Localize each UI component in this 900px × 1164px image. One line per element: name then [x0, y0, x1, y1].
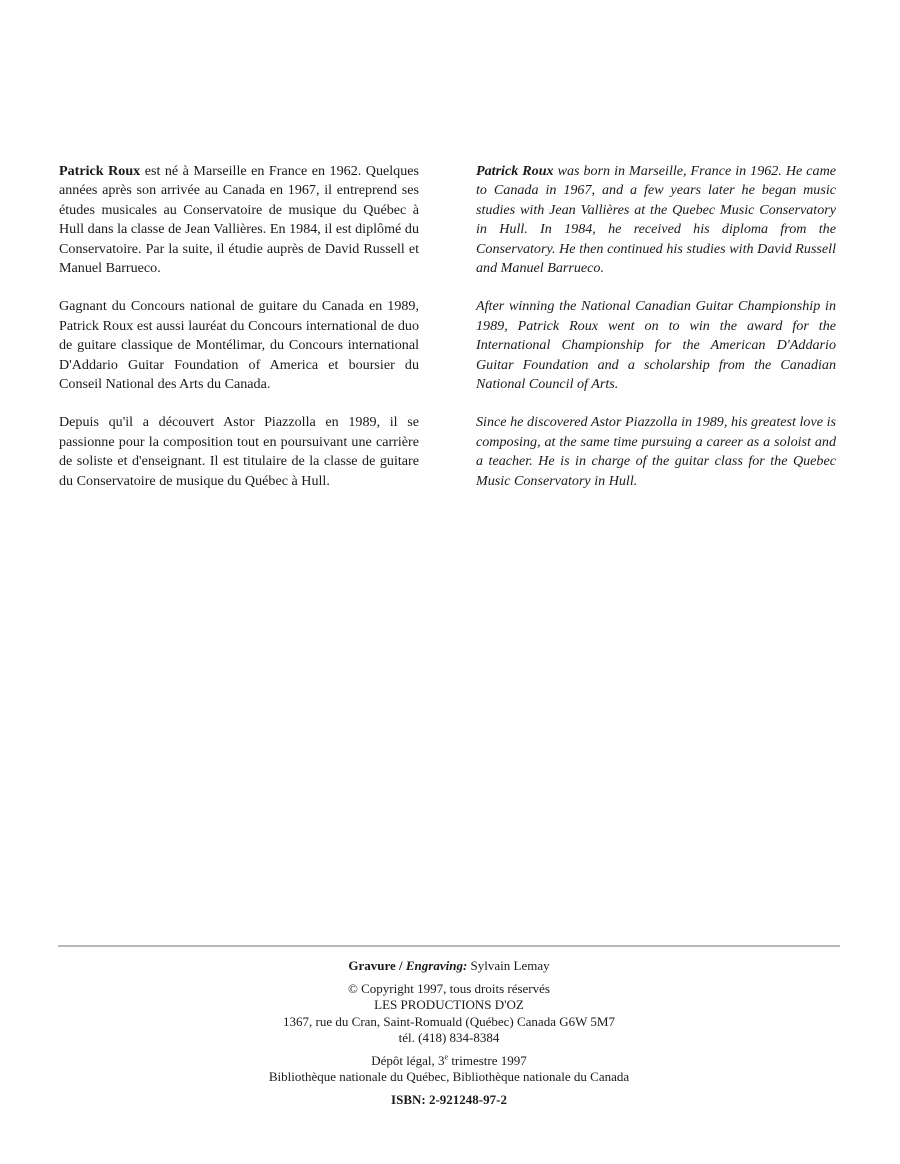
legal-deposit-superscript: e — [444, 1052, 449, 1062]
publisher-address: 1367, rue du Cran, Saint-Romuald (Québec) Canada G6W 5M7 — [283, 1013, 615, 1029]
english-paragraph-2: After winning the National Canadian Guitar Championship in 1989, Patrick Roux went on to win the award for the International Championship for the American D'Addario Guitar Foundation and a scholarship from the Canadian National Council of Arts. — [476, 298, 836, 393]
engraving-label-fr: Gravure / — [348, 958, 406, 973]
credits-block — [58, 958, 840, 1114]
english-paragraph-1 — [476, 162, 836, 278]
legal-deposit-suffix: trimestre 1997 — [448, 1052, 527, 1068]
engraving-credit — [58, 958, 840, 975]
english-paragraph-1-text: was born in Marseille, France in 1962. He came to Canada in 1967, and a few years later he began music studies with Jean Vallières at the Quebec Music Conservatory in Hull. In 1984, he received his diploma from the Conservatory. He then continued his studies with David Russell and Manuel Barrueco. — [476, 163, 836, 277]
publisher-phone: tél. (418) 834-8384 — [398, 1030, 500, 1045]
legal-deposit — [58, 1053, 840, 1070]
french-paragraph-2: Gagnant du Concours national de guitare du Canada en 1989, Patrick Roux est aussi lauréat du Concours international de duo de guitare classique de Montélimar, du Concours international D'Addario Guitar Foundation of America et boursier du Conseil National des Arts du Canada. — [59, 298, 419, 393]
publisher-block — [58, 981, 840, 1047]
copyright-notice: © Copyright 1997, tous droits réservés — [348, 980, 550, 996]
french-paragraph-3: Depuis qu'il a découvert Astor Piazzolla en 1989, il se passionne pour la composition tout en poursuivant une carrière de soliste et d'enseignant. Il est titulaire de la classe de guitare du Conservatoire de musique du Québec à Hull. — [59, 414, 419, 489]
french-composer-name: Patrick Roux — [59, 163, 141, 179]
english-biography — [476, 162, 836, 510]
publisher-name: LES PRODUCTIONS D'OZ — [374, 997, 524, 1012]
national-libraries: Bibliothèque nationale du Québec, Bibliothèque nationale du Canada — [268, 1069, 630, 1084]
french-paragraph-1 — [59, 162, 419, 278]
divider-rule — [58, 945, 840, 947]
english-composer-name: Patrick Roux — [476, 163, 554, 179]
english-paragraph-3: Since he discovered Astor Piazzolla in 1989, his greatest love is composing, at the same time pursuing a career as a soloist and a teacher. He is in charge of the guitar class for the Quebec Music Conservatory in Hull. — [476, 414, 836, 489]
legal-deposit-block — [58, 1053, 840, 1086]
isbn: ISBN: 2-921248-97-2 — [391, 1091, 507, 1107]
engraving-label-en: Engraving: — [405, 958, 468, 973]
engraver-name: Sylvain Lemay — [467, 958, 550, 973]
legal-deposit-prefix: Dépôt légal, 3 — [371, 1052, 445, 1068]
isbn-block — [58, 1092, 840, 1109]
french-paragraph-1-text: est né à Marseille en France en 1962. Quelques années après son arrivée au Canada en 1967, il entreprend ses études musicales au Conservatoire de musique du Québec à Hull dans la classe de Jean Vallières. En 1984, il est diplômé du Conservatoire. Par la suite, il étudie auprès de David Russell et Manuel Barrueco. — [59, 163, 419, 277]
french-biography — [59, 162, 419, 510]
